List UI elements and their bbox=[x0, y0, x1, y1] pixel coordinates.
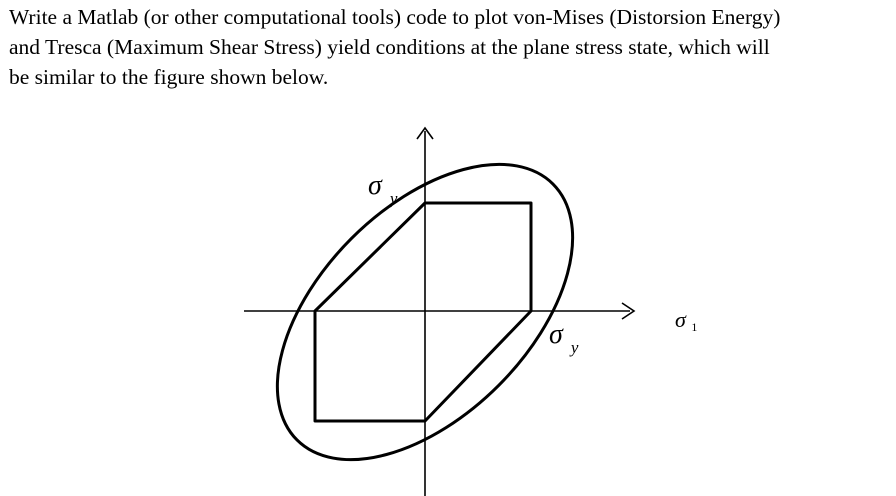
vertical-axis-arrowhead bbox=[417, 128, 433, 139]
yield-stress-label-top bbox=[368, 170, 398, 208]
yield-stress-label-right bbox=[549, 319, 579, 357]
question-text bbox=[9, 2, 889, 92]
question-line-3: be similar to the figure shown below. bbox=[9, 65, 329, 89]
yield-stress-subscript-right: y bbox=[570, 338, 579, 357]
question-line-1: Write a Matlab (or other computational tools) code to plot von-Mises (Distorsion Energy) bbox=[9, 5, 781, 29]
question-line-2: and Tresca (Maximum Shear Stress) yield conditions at the plane stress state, which will bbox=[9, 35, 770, 59]
yield-stress-symbol-right: σ bbox=[549, 319, 563, 350]
yield-stress-subscript-top: y bbox=[389, 189, 398, 208]
von-mises-ellipse bbox=[223, 110, 626, 496]
tresca-hexagon bbox=[315, 203, 531, 421]
sigma-1-symbol: σ bbox=[675, 307, 686, 332]
sigma-1-subscript: 1 bbox=[691, 320, 698, 334]
sigma-1-axis-label bbox=[675, 307, 697, 334]
yield-stress-symbol-top: σ bbox=[368, 170, 382, 201]
horizontal-axis-arrowhead bbox=[622, 303, 634, 319]
